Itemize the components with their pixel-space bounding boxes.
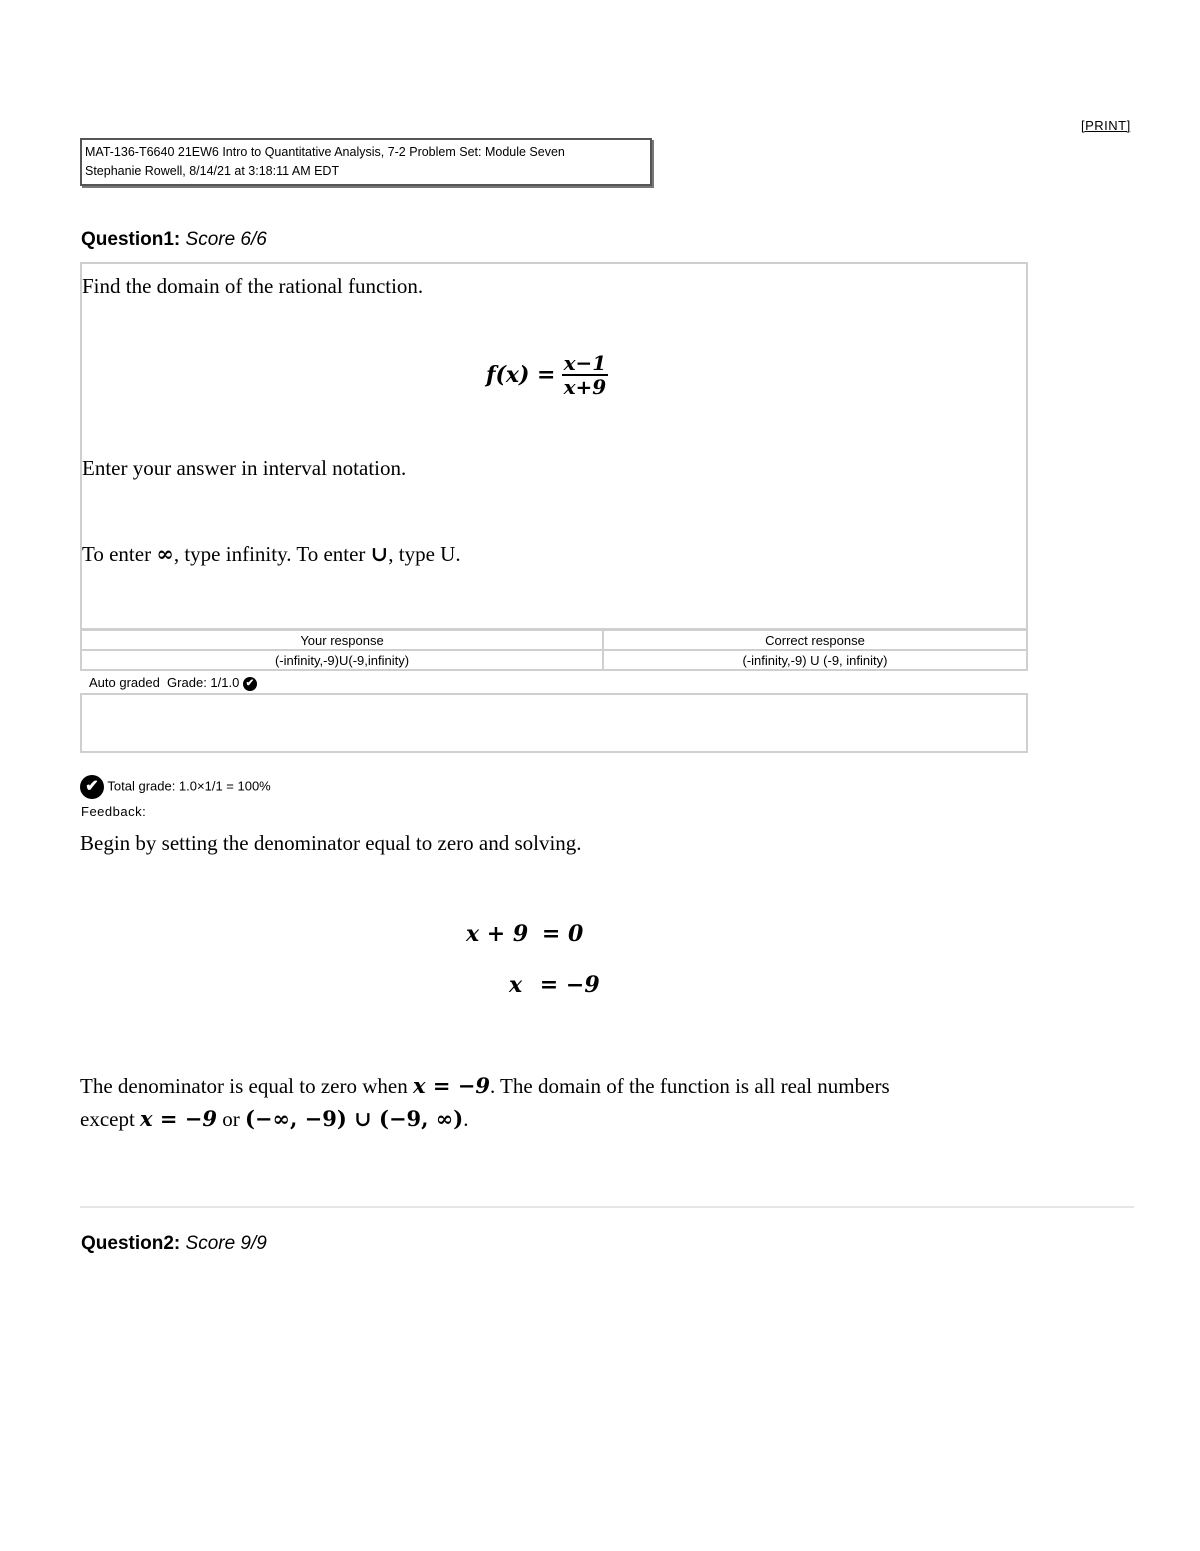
eq2-rhs: = −9 <box>539 972 600 998</box>
function-denominator: x+9 <box>563 375 607 399</box>
eq1-lhs: x + 9 <box>466 921 529 947</box>
conclusion-text-1: The denominator is equal to zero when <box>80 1074 413 1098</box>
correct-response-header: Correct response <box>603 630 1027 650</box>
equation-step-2 <box>509 972 600 998</box>
feedback-label: Feedback: <box>81 804 147 819</box>
hint-text-2: , type infinity. To enter <box>173 542 371 566</box>
question2-score: Score 9/9 <box>185 1233 267 1254</box>
check-circle-icon: ✔ <box>80 775 104 799</box>
conclusion-line-1 <box>80 1073 890 1099</box>
function-fraction <box>562 352 609 398</box>
print-link[interactable]: [PRINT] <box>1081 118 1131 133</box>
conclusion-line-2 <box>80 1106 468 1132</box>
response-header-row <box>81 630 1027 650</box>
question2-label: Question2: <box>81 1233 181 1254</box>
conclusion-math-3: (−∞, −9) ∪ (−9, ∞) <box>245 1106 464 1131</box>
check-circle-icon: ✔ <box>243 677 257 691</box>
correct-response-value: (-infinity,-9) U (-9, infinity) <box>603 650 1027 670</box>
eq1-rhs: = 0 <box>541 921 584 947</box>
union-symbol: ∪ <box>370 541 389 566</box>
hint-text-1: To enter <box>82 542 157 566</box>
hint-text-3: , type U. <box>388 542 461 566</box>
comment-box <box>80 693 1028 753</box>
question1-box <box>80 262 1028 630</box>
assignment-header <box>80 138 652 186</box>
question1-title <box>81 229 267 251</box>
question1-hint <box>82 541 461 567</box>
total-grade-text: Total grade: 1.0×1/1 = 100% <box>107 778 271 794</box>
response-table <box>80 629 1028 671</box>
auto-graded-line <box>89 675 257 691</box>
auto-graded-text: Auto graded Grade: 1/1.0 <box>89 675 240 690</box>
equation-step-1 <box>466 921 586 947</box>
conclusion-text-4: or <box>217 1107 245 1131</box>
conclusion-text-5: . <box>463 1107 469 1131</box>
your-response-value: (-infinity,-9)U(-9,infinity) <box>81 650 603 670</box>
response-value-row <box>81 650 1027 670</box>
conclusion-text-2: . The domain of the function is all real numbers <box>489 1074 890 1098</box>
function-numerator: x−1 <box>563 351 607 375</box>
infinity-symbol: ∞ <box>156 541 174 566</box>
conclusion-text-3: except <box>80 1107 141 1131</box>
function-lhs: f(x) = <box>486 362 556 388</box>
function-formula <box>486 352 608 398</box>
conclusion-math-2: x = −9 <box>140 1106 217 1131</box>
question1-label: Question1: <box>81 229 181 250</box>
question1-prompt: Find the domain of the rational function. <box>82 274 424 298</box>
course-line: MAT-136-T6640 21EW6 Intro to Quantitative Analysis, 7-2 Problem Set: Module Seven <box>85 145 565 159</box>
question-divider <box>80 1206 1134 1208</box>
total-grade-line <box>80 775 271 799</box>
student-line: Stephanie Rowell, 8/14/21 at 3:18:11 AM EDT <box>85 164 340 178</box>
question2-title <box>81 1233 267 1255</box>
question1-score: Score 6/6 <box>185 229 267 250</box>
question1-instruction: Enter your answer in interval notation. <box>82 456 407 480</box>
feedback-intro: Begin by setting the denominator equal to zero and solving. <box>80 831 582 855</box>
your-response-header: Your response <box>81 630 603 650</box>
conclusion-math-1: x = −9 <box>412 1073 490 1098</box>
eq2-lhs: x <box>509 972 523 998</box>
